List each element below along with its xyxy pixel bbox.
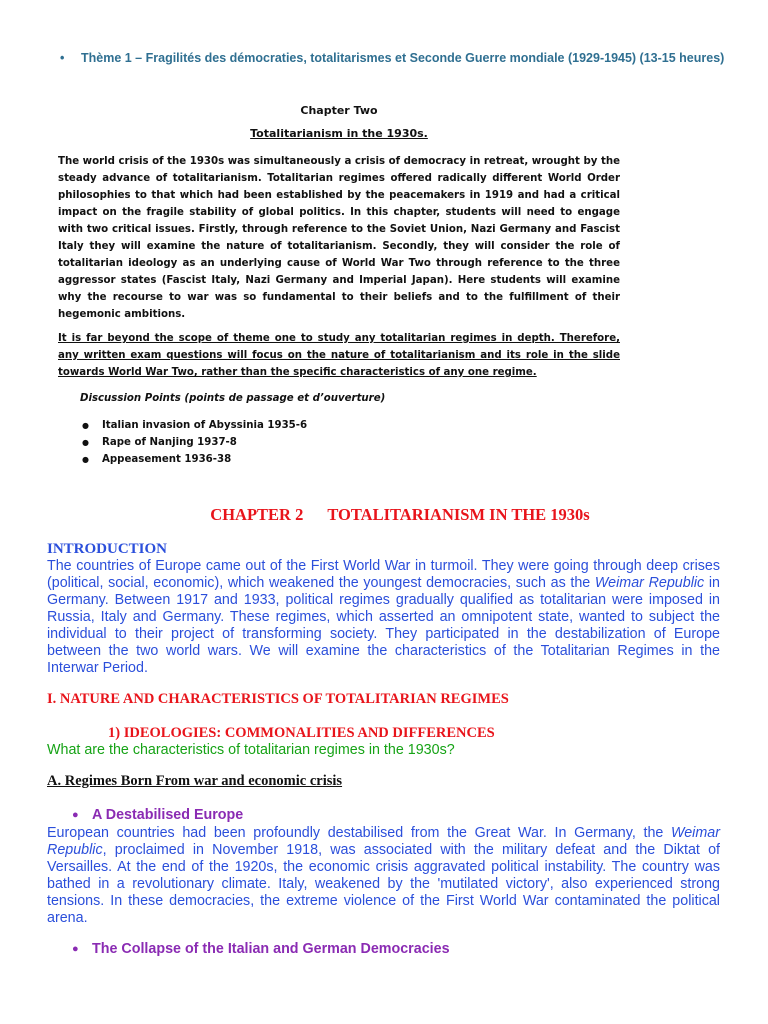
list-item: ● Italian invasion of Abyssinia 1935-6 <box>82 417 602 434</box>
list-item: ● Appeasement 1936-38 <box>82 451 602 468</box>
section-1-heading: I. NATURE AND CHARACTERISTICS OF TOTALITARIAN REGIMES <box>47 691 509 707</box>
excerpt-paragraph-2: It is far beyond the scope of theme one to study any totalitarian regimes in depth. Therefore, any written exam questions will focus on the nature of totalitarianism and its role in the slide towards World War Two, rather than the specific characteristics of any one regime. <box>58 333 620 378</box>
bullet-heading-destabilised-europe <box>72 807 243 823</box>
bullet-label: The Collapse of the Italian and German Democracies <box>92 941 450 957</box>
introduction-paragraph <box>47 558 720 677</box>
chapter-heading <box>60 505 740 525</box>
intro-text-2: in Germany. Between 1917 and 1933, political regimes gradually qualified as totalitarian were imposed in Russia, Italy and Germany. These regimes, which asserted an omnipotent state, wanted to subject the individual to their project of transforming society. They participated in the destabilization of Europe between the two world wars. We will examine the characteristics of the Totalitarian Regimes in the Interwar Period. <box>47 575 720 676</box>
intro-italic: Weimar Republic <box>594 575 705 591</box>
section-a-heading: A. Regimes Born From war and economic crisis <box>47 773 343 789</box>
para-text-2: , proclaimed in November 1918, was associated with the military defeat and the Diktat of Versailles. At the end of the 1920s, the economic crisis aggravated political instability. The country was bathed in a revolutionary climate. Italy, weakened by the 'mutilated victory', also experienced strong tensions. In these democracies, the extreme violence of the First World War contaminated the political arena. <box>47 842 720 926</box>
discussion-points-list <box>82 417 602 468</box>
bullet-heading-collapse <box>72 941 450 957</box>
para-italic: Weimar Republic <box>47 825 720 858</box>
destabilised-europe-paragraph <box>47 825 720 927</box>
bullet-dot: ● <box>72 809 79 821</box>
chapter-title: TOTALITARIANISM IN THE 1930s <box>327 505 590 524</box>
intro-text-1: The countries of Europe came out of the First World War in turmoil. They were going through deep crises (political, social, economic), which weakened the youngest democracies, such as the <box>47 558 720 591</box>
excerpt-title: Totalitarianism in the 1930s. <box>250 127 428 140</box>
subsection-1-heading: 1) IDEOLOGIES: COMMONALITIES AND DIFFERENCES <box>108 725 495 741</box>
excerpt-paragraph-1: The world crisis of the 1930s was simultaneously a crisis of democracy in retreat, wrought by the steady advance of totalitarianism. Totalitarian regimes offered radically different World Order philosophies to that which had been established by the peacemakers in 1919 and had a critical impact on the fragile stability of global politics. In this chapter, students will need to engage with two critical issues. Firstly, through reference to the Soviet Union, Nazi Germany and Fascist Italy they will examine the nature of totalitarianism. Secondly, they will consider the role of totalitarian ideology as an underlying cause of World War Two through reference to the three aggressor states (Fascist Italy, Nazi Germany and Imperial Japan). Here students will examine why the recourse to war was so fundamental to their beliefs and to the fulfillment of their hegemonic ambitions. <box>58 156 620 320</box>
discussion-points-title: Discussion Points (points de passage et d’ouverture) <box>80 393 386 404</box>
bullet-label: A Destabilised Europe <box>92 807 244 823</box>
theme-header <box>56 50 746 66</box>
bullet-dot: ● <box>72 943 79 955</box>
excerpt-chapter-label: Chapter Two <box>300 104 378 117</box>
para-text-1: European countries had been profoundly destabilised from the Great War. In Germany, the <box>47 825 671 841</box>
theme-bullet: • <box>60 51 65 65</box>
chapter-number: CHAPTER 2 <box>210 505 304 524</box>
introduction-heading: INTRODUCTION <box>47 541 168 557</box>
theme-text: Thème 1 – Fragilités des démocraties, totalitarismes et Seconde Guerre mondiale (1929-1945) (13-15 heures) <box>81 51 725 65</box>
list-item: ● Rape of Nanjing 1937-8 <box>82 434 602 451</box>
section-question: What are the characteristics of totalitarian regimes in the 1930s? <box>47 742 455 758</box>
